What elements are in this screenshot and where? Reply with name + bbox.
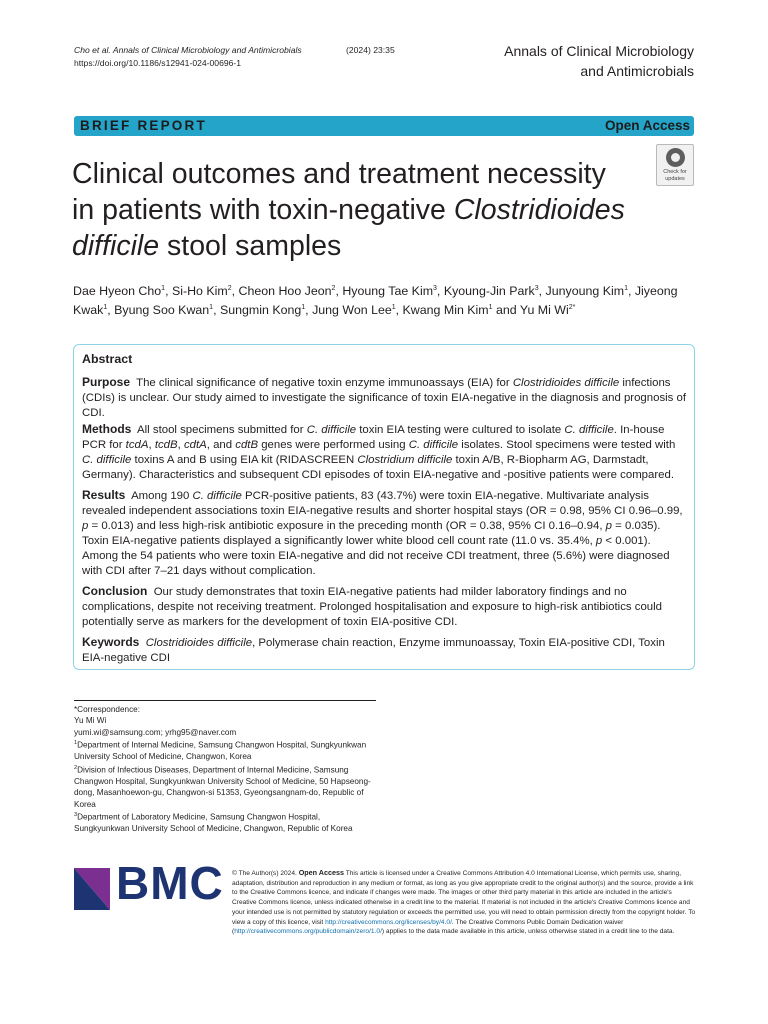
- results-p-1: p: [82, 520, 89, 532]
- citation-text: Cho et al. Annals of Clinical Microbiology and Antimicrobials: [74, 45, 302, 55]
- license-text-b: . The Creative Commons Public Domain Dedication waiver (: [232, 918, 624, 936]
- author-name: Si-Ho Kim: [171, 284, 228, 298]
- author-name: Sungmin Kong: [219, 303, 302, 317]
- title-line1: Clinical outcomes and treatment necessity: [72, 158, 606, 190]
- aff3-text: Department of Laboratory Medicine, Samsung Changwon Hospital, Sungkyunkwan University School of Medicine, Changwon, Republic of Korea: [74, 812, 353, 834]
- abstract-keywords: [82, 635, 688, 666]
- methods-italic-5: cdtA: [183, 439, 207, 451]
- abstract-results: [82, 488, 688, 579]
- author-separator: ,: [436, 284, 444, 298]
- abstract-methods: [82, 422, 688, 483]
- keywords-text: , Polymerase chain reaction, Enzyme immunoassay, Toxin EIA-positive CDI, Toxin EIA-negative CDI: [82, 637, 665, 664]
- purpose-label: Purpose: [82, 375, 131, 389]
- author-affiliation-mark: 1: [161, 285, 166, 292]
- journal-name-line2: and Antimicrobials: [580, 63, 694, 79]
- purpose-text-b: infections (CDIs) is unclear. Our study aimed to investigate the significance of toxin EIA-negative in the diagnosis and prognosis of CDI.: [82, 377, 687, 419]
- methods-text-b: toxin EIA testing were cultured to isolate: [356, 424, 565, 436]
- author-name: Kwang Min Kim: [402, 303, 489, 317]
- running-header: [74, 44, 395, 70]
- badge-line2: updates: [665, 175, 685, 182]
- journal-name: [504, 41, 694, 81]
- author-separator: ,: [395, 303, 403, 317]
- author-separator: ,: [231, 284, 239, 298]
- aff1-text: Department of Internal Medicine, Samsung Changwon Hospital, Sungkyunkwan University School of Medicine, Changwon, Korea: [74, 740, 367, 762]
- update-icon: [666, 148, 685, 167]
- results-text-d: = 0.035). Toxin EIA-negative patients displayed a significantly lower white blood cell count rate (11.0 vs. 35.4%,: [82, 520, 661, 547]
- conclusion-label: Conclusion: [82, 584, 148, 598]
- author-separator: ,: [165, 284, 172, 298]
- author: [546, 284, 635, 298]
- methods-italic-9: Clostridium difficile: [357, 454, 453, 466]
- abstract-purpose: [82, 375, 688, 421]
- footnote-divider: [74, 700, 376, 701]
- author-name: Hyoung Tae Kim: [342, 284, 434, 298]
- correspondence-name: Yu Mi Wi: [74, 716, 107, 726]
- results-p-2: p: [605, 520, 612, 532]
- methods-italic-7: C. difficile: [408, 439, 459, 451]
- author-affiliation-mark: 3: [534, 285, 539, 292]
- title-italic-genus: Clostridioides: [453, 194, 625, 226]
- open-access-label: Open Access: [604, 118, 690, 133]
- methods-text-d: ,: [148, 439, 155, 451]
- author-affiliation-mark: 1: [301, 304, 306, 311]
- results-label: Results: [82, 488, 126, 502]
- methods-text-e: ,: [177, 439, 184, 451]
- results-p-3: p: [595, 535, 603, 547]
- methods-italic-3: tcdA: [125, 439, 149, 451]
- year-volume: (2024) 23:35: [346, 45, 395, 55]
- author: [220, 303, 312, 317]
- author-affiliation-mark: 1: [103, 304, 108, 311]
- author-name: Jung Won Lee: [312, 303, 392, 317]
- abstract-box: [73, 344, 695, 670]
- author-separator: ,: [213, 303, 220, 317]
- results-text-b: PCR-positive patients, 83 (43.7%) were toxin EIA-negative. Multivariate analysis revealed independent associations toxin EIA-negative results and shorter hospital stays (OR = 0.98, 95% CI 0.96–0.99,: [82, 490, 683, 517]
- methods-italic-1: C. difficile: [306, 424, 357, 436]
- title-italic-species: difficile: [72, 230, 160, 262]
- author: [444, 284, 546, 298]
- author-name: Cheon Hoo Jeon: [238, 284, 332, 298]
- license-open-access: Open Access: [298, 868, 344, 877]
- author-separator: ,: [107, 303, 115, 317]
- methods-label: Methods: [82, 422, 132, 436]
- author: [342, 284, 443, 298]
- title-line3: stool samples: [159, 230, 342, 262]
- author-affiliation-mark: 1: [488, 304, 493, 311]
- author-separator: ,: [335, 284, 343, 298]
- conclusion-text: Our study demonstrates that toxin EIA-negative patients had milder laboratory findings and no complications, despite not receiving treatment. Prolonged hospitalisation and exposure to high-risk antibiotics could potentially serve as markers for the development of toxin EIA-positive CDI.: [82, 586, 662, 628]
- methods-italic-6: cdtB: [235, 439, 259, 451]
- methods-text-g: genes were performed using: [258, 439, 409, 451]
- methods-text-i: toxins A and B using EIA kit (RIDASCREEN: [131, 454, 358, 466]
- check-for-updates-badge[interactable]: [656, 144, 694, 186]
- author-affiliation-mark: 2: [331, 285, 336, 292]
- methods-italic-2: C. difficile: [564, 424, 614, 436]
- purpose-text-a: The clinical significance of negative toxin enzyme immunoassays (EIA) for: [136, 377, 513, 389]
- bmc-logo-text: BMC: [116, 857, 224, 909]
- aff3-number: 3: [74, 812, 78, 819]
- methods-italic-4: tcdB: [154, 439, 178, 451]
- author: [73, 284, 172, 298]
- author-name: Dae Hyeon Cho: [73, 284, 162, 298]
- methods-text-j: toxin A/B, R-Biopharm AG, Darmstadt, Germany). Characteristics and subsequent CDI episodes of toxin EIA-negative and -positive patients were compared.: [82, 454, 674, 481]
- affiliation-1: [74, 738, 374, 763]
- license-link-cc0[interactable]: http://creativecommons.org/publicdomain/zero/1.0/: [234, 928, 382, 936]
- author: [403, 303, 520, 317]
- article-type-label: BRIEF REPORT: [80, 118, 207, 133]
- abstract-heading: Abstract: [82, 352, 133, 366]
- doi-link[interactable]: https://doi.org/10.1186/s12941-024-00696-1: [74, 58, 242, 68]
- author: [172, 284, 239, 298]
- author: [239, 284, 343, 298]
- author-name: Junyoung Kim: [545, 284, 625, 298]
- results-italic-1: C. difficile: [192, 490, 242, 502]
- author-affiliation-mark: 1: [624, 285, 628, 292]
- author-name: Jiyeong Kwak: [73, 284, 678, 317]
- abstract-conclusion: [82, 584, 688, 630]
- author-affiliation-mark: 1: [391, 304, 396, 311]
- author-separator: ,: [538, 284, 546, 298]
- author-name: Byung Soo Kwan: [114, 303, 210, 317]
- keywords-label: Keywords: [82, 635, 140, 649]
- author-separator: ,: [627, 284, 635, 298]
- article-title: [72, 156, 642, 264]
- methods-text-a: All stool specimens submitted for: [137, 424, 307, 436]
- keywords-italic: Clostridioides difficile: [145, 637, 253, 649]
- methods-italic-8: C. difficile: [82, 454, 132, 466]
- aff2-text: Division of Infectious Diseases, Department of Internal Medicine, Samsung Changwon Hospital, Sungkyunkwan University School of Medicine, 50 Hapseong-dong, Masanhoewon-gu, Changwon-si 51353, Gyeongsangnam-do, Republic of Korea: [74, 765, 371, 809]
- results-text-c: = 0.013) and less high-risk antibiotic exposure in the preceding month (OR = 0.38, 95% CI 0.16–0.94,: [88, 520, 606, 532]
- author-separator: and: [492, 303, 520, 317]
- license-link-cc-by[interactable]: http://creativecommons.org/licenses/by/4.0/: [325, 918, 452, 926]
- affiliation-2: [74, 763, 374, 810]
- article-type-band: [74, 116, 694, 136]
- author-name: Kyoung-Jin Park: [443, 284, 535, 298]
- correspondence-emails[interactable]: yumi.wi@samsung.com; yrhg95@naver.com: [74, 727, 237, 737]
- title-line2: in patients with toxin-negative: [72, 194, 454, 226]
- aff2-number: 2: [74, 764, 78, 771]
- methods-text-h: isolates. Stool specimens were tested with: [458, 439, 676, 451]
- correspondence-label: *Correspondence:: [74, 705, 140, 714]
- aff1-number: 1: [74, 740, 78, 747]
- license-text-c: ) applies to the data made available in this article, unless otherwise stated in a credit line to the data.: [381, 928, 675, 936]
- author-affiliation-mark: 3: [433, 285, 437, 292]
- results-text-e: < 0.001). Among the 54 patients who were toxin EIA-negative and did not receive CDI treatment, three (5.6%) were diagnosed with CDI after 7–21 days without complication.: [82, 535, 670, 577]
- methods-text-f: , and: [206, 439, 236, 451]
- author-affiliation-mark: 2: [227, 285, 232, 292]
- footnotes: [74, 704, 374, 835]
- author: [114, 303, 220, 317]
- license-copyright: © The Author(s) 2024.: [232, 870, 297, 877]
- methods-text-c: . In-house PCR for: [82, 424, 665, 451]
- author: [520, 303, 576, 317]
- author: [312, 303, 402, 317]
- license-text: [232, 868, 696, 937]
- author-affiliation-mark: 1: [209, 304, 214, 311]
- journal-name-line1: Annals of Clinical Microbiology: [504, 43, 694, 59]
- author-name: Yu Mi Wi: [519, 303, 569, 317]
- author-separator: ,: [305, 303, 313, 317]
- license-text-a: This article is licensed under a Creative Commons Attribution 4.0 International License, which permits use, sharing, adaptation, distribution and reproduction in any medium or format, as long as you give appropriate credit to the original author(s) and the source, provide a link to the Creative Commons licence, and indicate if changes were made. The images or other third party material in this article are included in the article's Creative Commons licence, unless indicated otherwise in a credit line to the material. If material is not included in the article's Creative Commons licence and your intended use is not permitted by statutory regulation or exceeds the permitted use, you will need to obtain permission directly from the copyright holder. To view a copy of this licence, visit: [232, 870, 696, 926]
- purpose-italic: Clostridioides difficile: [512, 377, 620, 389]
- results-text-a: Among 190: [131, 490, 193, 502]
- author-list: [73, 282, 698, 320]
- badge-line1: Check for: [663, 169, 687, 175]
- author-affiliation-mark: 2*: [568, 304, 576, 311]
- affiliation-3: [74, 810, 374, 835]
